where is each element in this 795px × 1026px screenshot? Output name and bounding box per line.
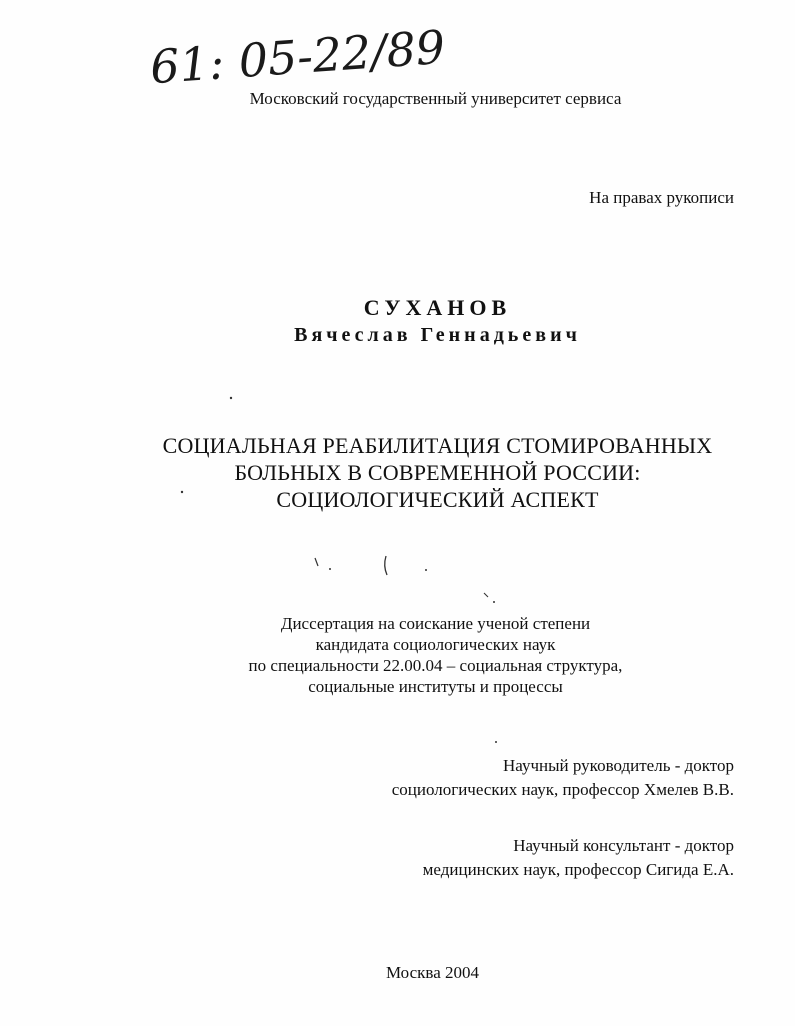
speck [315, 558, 318, 566]
manuscript-rights: На правах рукописи [589, 188, 734, 207]
consultant-line: Научный консультант - доктор [513, 836, 734, 855]
speck [495, 741, 497, 743]
archive-number-text: 61: 05-22/89 [148, 19, 447, 95]
supervisor-line: Научный руководитель - доктор [503, 756, 734, 775]
statement-line: кандидата социологических наук [315, 635, 556, 654]
speck [484, 593, 488, 597]
speck [493, 601, 495, 603]
title-line: СОЦИОЛОГИЧЕСКИЙ АСПЕКТ [276, 487, 599, 512]
speck [385, 556, 387, 575]
scientific-consultant [423, 834, 734, 882]
title-line: СОЦИАЛЬНАЯ РЕАБИЛИТАЦИЯ СТОМИРОВАННЫХ [162, 433, 713, 458]
statement-line: по специальности 22.00.04 – социальная структура, [248, 656, 623, 675]
speck [230, 397, 232, 399]
statement-line: Диссертация на соискание ученой степени [280, 614, 591, 633]
author-given-names: Вячеслав Геннадьевич [294, 324, 581, 346]
city-year: Москва 2004 [385, 963, 480, 982]
author-surname: СУХАНОВ [363, 295, 512, 320]
supervisor-line: социологических наук, профессор Хмелев В.В. [391, 780, 734, 799]
speck [425, 569, 427, 571]
dissertation-statement [38, 613, 795, 697]
dissertation-title [40, 432, 795, 513]
title-line: БОЛЬНЫХ В СОВРЕМЕННОЙ РОССИИ: [234, 460, 641, 485]
scientific-supervisor [392, 754, 734, 802]
speck [329, 568, 331, 570]
statement-line: социальные институты и процессы [308, 677, 563, 696]
university-name: Московский государственный университет сервиса [249, 89, 622, 108]
consultant-line: медицинских наук, профессор Сигида Е.А. [422, 860, 734, 879]
handwritten-archive-number [148, 18, 458, 96]
